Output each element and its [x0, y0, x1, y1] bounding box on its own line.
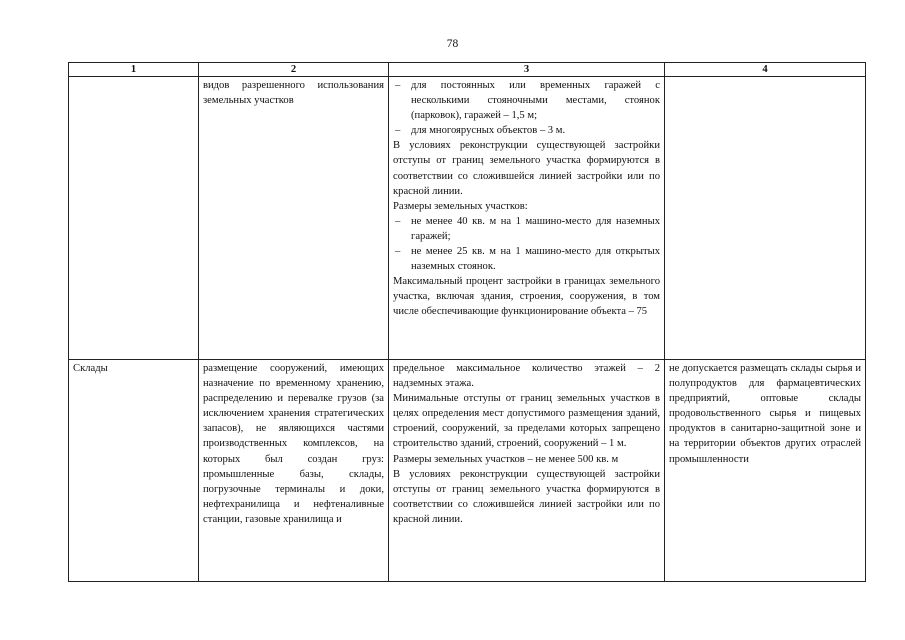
table-header-row	[69, 63, 866, 77]
row1-col3-item: Максимальный процент застройки в границах земельного участка, включая здания, строения, сооружения, в том числе обеспечивающие функционирование объекта – 75	[393, 276, 660, 318]
row2-col3-item: Минимальные отступы от границ земельных участков в целях определения мест допустимого размещения зданий, строений, сооружений, за пределами которых запрещено строительство зданий, строений, сооружений – 1 м.	[393, 393, 660, 450]
row1-col3-item: – для многоярусных объектов – 3 м.	[393, 123, 660, 138]
row2-col3-item: В условиях реконструкции существующей застройки отступы от границ земельного участка формируются в соответствии со сложившейся линией застройки или по красной линии.	[393, 468, 660, 525]
row1-col3-item: – для постоянных или временных гаражей с несколькими стояночными местами, стоянок (парковок), гаражей – 1,5 м;	[393, 78, 660, 123]
row2-col4: не допускается размещать склады сырья и полупродуктов для фармацевтических предприятий, оптовые склады продовольственного сырья и пищевых продуктов в санитарно-защитной зоне и на территории объектов других отраслей промышленности	[665, 360, 866, 582]
row1-col3-item: – не менее 40 кв. м на 1 машино-место для наземных гаражей;	[393, 214, 660, 244]
header-col-2: 2	[199, 63, 389, 77]
row2-col3-item: Размеры земельных участков – не менее 500 кв. м	[393, 453, 619, 465]
row2-col3	[389, 360, 665, 582]
row2-col3-item: предельное максимальное количество этажей – 2 надземных этажа.	[393, 363, 660, 390]
row1-col4	[665, 77, 866, 360]
row1-col1	[69, 77, 199, 360]
table-row	[69, 360, 866, 582]
page-number: 78	[446, 38, 459, 50]
header-col-4: 4	[665, 63, 866, 77]
row1-col3	[389, 77, 665, 360]
row2-col1: Склады	[69, 360, 199, 582]
table-row	[69, 77, 866, 360]
row1-col3-item: – не менее 25 кв. м на 1 машино-место для открытых наземных стоянок.	[393, 244, 660, 274]
header-col-1: 1	[69, 63, 199, 77]
row2-col2: размещение сооружений, имеющих назначение по временному хранению, распределению и перевалке грузов (за исключением хранения стратегических запасов), не являющихся частями производственных комплексов, на которых был создан груз: промышленные базы, склады, погрузочные терминалы и доки, нефтехранилища и нефтеналивные станции, газовые хранилища и	[199, 360, 389, 582]
row1-col2: видов разрешенного использования земельных участков	[199, 77, 389, 360]
header-col-3: 3	[389, 63, 665, 77]
row1-col3-item: Размеры земельных участков:	[393, 200, 528, 212]
row1-col3-item: В условиях реконструкции существующей застройки отступы от границ земельного участка формируются в соответствии со сложившейся линией застройки или по красной линии.	[393, 140, 660, 197]
regulations-table	[68, 62, 866, 582]
